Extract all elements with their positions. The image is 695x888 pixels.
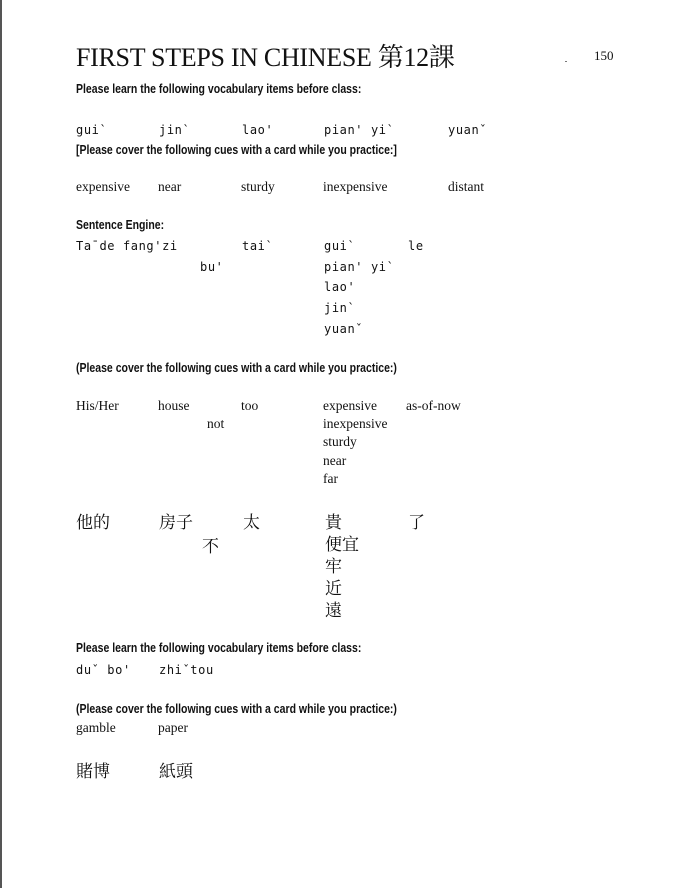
vocab-chinese-item: 賭博 bbox=[76, 762, 110, 782]
engine-chinese-particle: 了 bbox=[408, 513, 425, 533]
vocab-heading: Please learn the following vocabulary items before class: bbox=[76, 641, 362, 655]
engine-english-particle: as-of-now bbox=[406, 398, 461, 413]
engine-chinese-adjective: 遠 bbox=[325, 601, 342, 621]
vocab-english-item: sturdy bbox=[241, 179, 275, 194]
engine-english-subject: His/Her bbox=[76, 398, 119, 413]
engine-chinese-degree: 太 bbox=[243, 513, 260, 533]
vocab-pinyin-item: duˇ bo' bbox=[76, 663, 131, 677]
vocab-english-item: distant bbox=[448, 179, 484, 194]
engine-english-adjective: expensive bbox=[323, 398, 377, 413]
engine-pinyin-degree: tai` bbox=[242, 239, 274, 253]
engine-english-adjective: near bbox=[323, 453, 347, 468]
engine-pinyin-adjective: lao' bbox=[324, 280, 356, 294]
vocab-pinyin-item: yuanˇ bbox=[448, 123, 488, 137]
engine-chinese-adjective: 牢 bbox=[325, 557, 342, 577]
engine-chinese-negation: 不 bbox=[202, 537, 219, 557]
vocab-pinyin-item: jin` bbox=[159, 123, 191, 137]
engine-english-adjective: inexpensive bbox=[323, 416, 388, 431]
page-title: FIRST STEPS IN CHINESE 第12課 bbox=[76, 43, 455, 72]
vocab-english-item: expensive bbox=[76, 179, 130, 194]
cover-note: (Please cover the following cues with a card while you practice:) bbox=[76, 361, 397, 375]
engine-english-adjective: sturdy bbox=[323, 434, 357, 449]
engine-chinese-adjective: 貴 bbox=[325, 513, 342, 533]
vocab-pinyin-item: lao' bbox=[242, 123, 274, 137]
engine-pinyin-adjective: yuanˇ bbox=[324, 322, 364, 336]
vocab-pinyin-item: gui` bbox=[76, 123, 108, 137]
vocab-pinyin-item: zhiˇtou bbox=[159, 663, 214, 677]
vocab-english-item: gamble bbox=[76, 720, 116, 735]
cover-note: [Please cover the following cues with a card while you practice:] bbox=[76, 143, 397, 157]
vocab-english-item: paper bbox=[158, 720, 188, 735]
engine-pinyin-negation: bu' bbox=[200, 260, 224, 274]
vocab-pinyin-item: pian' yi` bbox=[324, 123, 395, 137]
vocab-english-item: near bbox=[158, 179, 182, 194]
engine-pinyin-adjective: gui` bbox=[324, 239, 356, 253]
engine-pinyin-subject: Ta¯de fang'zi bbox=[76, 239, 178, 253]
speck bbox=[565, 61, 567, 62]
engine-chinese-subject: 他的 bbox=[76, 513, 110, 533]
engine-chinese-adjective: 便宜 bbox=[325, 535, 359, 555]
vocab-chinese-item: 紙頭 bbox=[159, 762, 193, 782]
cover-note: (Please cover the following cues with a card while you practice:) bbox=[76, 702, 397, 716]
engine-pinyin-adjective: pian' yi` bbox=[324, 260, 395, 274]
engine-english-noun: house bbox=[158, 398, 190, 413]
engine-chinese-adjective: 近 bbox=[325, 579, 342, 599]
vocab-heading: Please learn the following vocabulary items before class: bbox=[76, 82, 362, 96]
engine-english-negation: not bbox=[207, 416, 225, 431]
page-edge bbox=[0, 0, 2, 888]
engine-english-degree: too bbox=[241, 398, 259, 413]
sentence-engine-heading: Sentence Engine: bbox=[76, 218, 165, 232]
page-number: 150 bbox=[594, 48, 614, 63]
engine-pinyin-particle: le bbox=[408, 239, 424, 253]
vocab-english-item: inexpensive bbox=[323, 179, 388, 194]
engine-pinyin-adjective: jin` bbox=[324, 301, 356, 315]
engine-english-adjective: far bbox=[323, 471, 338, 486]
engine-chinese-noun: 房子 bbox=[159, 513, 193, 533]
